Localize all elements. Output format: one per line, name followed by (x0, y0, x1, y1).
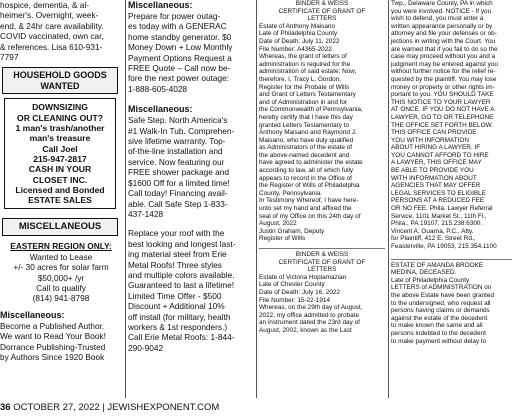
generac-ad (128, 11, 254, 94)
text-line: 1 man's trash/another (15, 123, 105, 134)
text-line: Licensed and Bonded (15, 184, 105, 195)
page-footer (0, 402, 512, 414)
published-author-ad (0, 321, 122, 363)
text-line: CASH IN YOUR (28, 164, 92, 175)
column-divider (125, 0, 126, 398)
text-line: Call Joel (42, 143, 78, 154)
notice-title (259, 251, 385, 274)
text-line: DOWNSIZING (32, 102, 88, 113)
text-line: August, 2002, known as the Last (259, 326, 352, 334)
text-line: end, & 24hr care availability. (0, 20, 104, 31)
eastern-region-title (0, 241, 122, 251)
text-line: persons indebted to the decedent (391, 329, 486, 337)
text-line: portant to you. YOU SHOULD TAKE (391, 91, 494, 99)
text-line: an instrument dated the 23rd day of (259, 319, 360, 327)
text-line: sive lifetime warranty. Top- (128, 136, 226, 147)
misc-heading: Miscellaneous: (128, 104, 193, 115)
text-line: Prepare for power outag- (128, 11, 221, 21)
column-4 (391, 0, 512, 345)
text-line: THIS NOTICE TO YOUR LAWYER (391, 98, 491, 106)
text-line: Phila., PA 19107, 215.238.6300. (391, 220, 483, 228)
text-line: home standby generator. $0 (128, 31, 232, 42)
text-line: 1-888-605-4028 (128, 83, 188, 94)
notice-separator (259, 248, 385, 249)
text-line: Wanted to Lease (29, 251, 93, 262)
maisano-estate-notice (259, 23, 385, 243)
text-line: Call today! Financing avail- (128, 188, 228, 199)
text-line: heimer's. Overnight, week- (0, 10, 99, 21)
text-line: LAWYER, GO TO OR TELEPHONE (391, 113, 494, 121)
text-line: Twp., Delaware County, PA in which (391, 0, 493, 7)
text-line: Date of Death: July 16, 2022 (259, 288, 341, 296)
text-line: by Authors Since 1920 Book (0, 352, 105, 363)
text-line: Register for the Probate of Wills (259, 83, 350, 91)
text-line: Payment Options Request a (128, 52, 232, 63)
text-line: 215-947-2817 (33, 153, 87, 164)
text-line: the Commonwealth of Pennsylvania, (259, 106, 363, 114)
text-line: Late of Philadelphia County (391, 276, 470, 284)
text-line: to make known the same and all (391, 322, 483, 330)
notice-title-line: BINDER & WEISS (295, 251, 349, 258)
text-line: seal of my Office on this 24th day of (259, 212, 361, 220)
text-line: hospice, dementia, & al- (0, 0, 90, 10)
notice-title (259, 0, 385, 23)
text-line: unto set my hand and affixed the (259, 205, 352, 213)
text-line: CLOSET INC. (32, 174, 88, 185)
text-line: and of Administration in and for (259, 98, 348, 106)
text-line: Service, 1101 Market St., 11th Fl., (391, 212, 487, 220)
text-line: workers & 1st responders.) (128, 321, 228, 332)
text-line: hereby certify that I have this day (259, 113, 353, 121)
page-number: 36 (0, 402, 11, 413)
text-line: 2022, my office admitted to probate (259, 311, 360, 319)
text-line: Estate of Anthony Maisano (259, 22, 336, 30)
issue-date: OCTOBER 27, 2022 (13, 402, 100, 413)
text-line: have agreed to administer the estate (259, 159, 363, 167)
text-line: quested by the plaintiff. You may lose (391, 75, 497, 83)
text-line: for Plaintiff, 412 E. Street Rd., (391, 235, 476, 243)
text-line: the Register of Wills of Philadelphia (259, 182, 360, 190)
text-line: $1600 Off for a limited time! (128, 177, 230, 188)
household-goods-header: HOUSEHOLD GOODS WANTED (2, 67, 118, 94)
text-line: YOU CANNOT AFFORD TO HIRE (391, 151, 489, 159)
text-line: Call to qualify (36, 283, 86, 294)
text-line: Estate of Victoria Hoplamazian (259, 273, 347, 281)
text-line: THIS OFFICE CAN PROVIDE (391, 129, 477, 137)
notice-title-line: LETTERS (307, 15, 337, 23)
text-line: written appearance personally or by (391, 22, 493, 30)
text-line: the above-named decedent and (259, 151, 350, 159)
text-line: Feasterville, PA 19053, 215.354.1100 (391, 243, 497, 250)
column-divider (388, 0, 389, 398)
text-line: THE OFFICE SET FORTH BELOW. (391, 121, 494, 129)
text-line: attorney and file your defenses or ob- (391, 30, 497, 38)
text-line: are warned that if you fail to do so the (391, 45, 498, 53)
text-line: OR NO FEE. Phila. Lawyer Referral (391, 205, 493, 213)
text-line: Limited Time Offer - $500 (128, 290, 222, 301)
medina-estate-notice (391, 262, 512, 346)
text-line: as Administrators of the estate of (259, 144, 353, 152)
misc-heading: Miscellaneous: (128, 0, 193, 10)
text-line: AT ONCE. IF YOU DO NOT HAVE A (391, 106, 495, 114)
text-line: County, Pennsylvania. (259, 189, 323, 197)
column-3 (259, 0, 385, 335)
text-line: FREE shower package and (128, 167, 230, 178)
text-line: administration of said estate: Now, (259, 68, 357, 76)
text-line: ing material steel from Erie (128, 249, 227, 260)
text-line: without further notice for the relief re- (391, 68, 496, 76)
text-line: able. Call Safe Step 1-833- (128, 198, 228, 209)
text-line: Metal Roofs! Three styles (128, 259, 222, 270)
text-line: best looking and longest last- (128, 238, 236, 249)
misc-heading: Miscellaneous: (0, 309, 65, 320)
text-line: es today with a GENERAC (128, 21, 227, 32)
text-line: A LAWYER, THIS OFFICE MAY (391, 159, 482, 167)
text-line: +/- 30 acres for solar farm (13, 262, 109, 273)
text-line: Safe Step. North America's (128, 115, 228, 126)
text-line: Late of Philadelphia County (259, 30, 338, 38)
text-line: Guaranteed to last a lifetime! (128, 280, 235, 291)
text-line: jections in writing with the Court. You (391, 37, 496, 45)
text-line: off install (for military, health (128, 311, 231, 322)
text-line: Whereas, the grant of letters of (259, 53, 347, 61)
column-divider (256, 0, 257, 398)
text-line: according to law, all of which fully (259, 167, 354, 175)
text-line: and Grant of Letters Testamentary (259, 91, 356, 99)
column-2 (128, 0, 254, 353)
notice-title-line: CERTIFICATE OF GRANT OF (278, 258, 366, 266)
text-line: #1 Walk-In Tub. Comprehen- (128, 125, 235, 136)
text-line: 437-1428 (128, 208, 164, 219)
text-line: to make payment without delay to (391, 337, 487, 345)
text-line: We want to Read Your Book! (0, 331, 106, 342)
text-line: therefore, I, Tracy L. Gordon, (259, 75, 342, 83)
text-line: $50,000+ /yr (37, 272, 85, 283)
text-line: Money Down + Low Monthly (128, 42, 233, 53)
column-1 (0, 0, 122, 362)
text-line: money or property or other rights im- (391, 83, 495, 91)
text-line: and multiple colors available. (128, 269, 235, 280)
hoplamazian-estate-notice (259, 274, 385, 335)
text-line: Call Erie Metal Roofs: 1-844- (128, 332, 235, 343)
text-line: appears to record in the Office of (259, 174, 352, 182)
text-line: the above Estate have been granted (391, 291, 495, 299)
text-line: 7797 (0, 52, 19, 63)
hospice-ad-text (0, 0, 122, 62)
text-line: Vincent A. Guarna, P.C., Atty. (391, 227, 474, 235)
notice-title-line: LETTERS (307, 266, 337, 274)
text-line: Replace your roof with the (128, 228, 225, 239)
text-line: to the undersigned, who request all (391, 299, 491, 307)
text-line: PERSONS AT A REDUCED FEE (391, 197, 485, 205)
text-line: Justin Graham, Deputy (259, 227, 325, 235)
text-line: (814) 941-8798 (32, 293, 90, 304)
text-line: ABOUT HIRING A LAWYER. IF (391, 144, 481, 152)
safe-step-ad (128, 115, 254, 219)
text-line: WITH INFORMATION ABOUT (391, 174, 477, 182)
text-line: man's treasure (29, 133, 91, 144)
text-line: against the estate of the decedent (391, 314, 488, 322)
text-line: Dorrance Publishing-Trusted (0, 341, 106, 352)
eastern-region-ad (0, 252, 122, 304)
text-line: In Testimony Whereof, I have here- (259, 197, 359, 205)
text-line: Whereas, on the 29th day of August, (259, 304, 363, 312)
notice-title-line: CERTIFICATE OF GRANT OF (278, 7, 366, 15)
text-line: wish to defend, you must enter a (391, 15, 484, 23)
text-line: of-the-line installation and (128, 146, 223, 157)
text-line: BE ABLE TO PROVIDE YOU (391, 167, 474, 175)
text-line: & references. Lisa 610-931- (0, 41, 103, 52)
text-line: OR CLEANING OUT? (17, 112, 103, 123)
text-line: service. Now featuring our (128, 156, 225, 167)
legal-notice (391, 0, 512, 251)
text-line: Register of Wills (259, 235, 306, 243)
text-line: Maisano, who have duly qualified (259, 136, 354, 144)
text-line: Late of Chester County (259, 281, 325, 289)
text-line: Date of Death: July 11, 2022 (259, 37, 340, 45)
text-line: MEDINA, DECEASED. (391, 269, 457, 277)
eastern-region-label: EASTERN REGION ONLY: (10, 241, 112, 252)
text-line: 290-9042 (128, 342, 164, 353)
text-line: granted Letters Testamentary to (259, 121, 350, 129)
text-line: AGENCIES THAT MAY OFFER (391, 182, 481, 190)
text-line: File Number: 15-22-1914 (259, 296, 331, 304)
text-line: ESTATE OF AMANDA BROOKE (391, 261, 484, 269)
text-line: File Number: A4365-2022 (259, 45, 332, 53)
text-line: you were involved. NOTICE - If you (391, 7, 492, 15)
text-line: FREE Quote – Call now be- (128, 63, 231, 74)
text-line: Become a Published Author. (0, 320, 105, 331)
downsizing-ad (4, 98, 116, 209)
text-line: COVID vaccinated, own car, (0, 31, 104, 42)
notice-title-line: BINDER & WEISS (295, 0, 349, 7)
erie-metal-roofs-ad (128, 228, 254, 353)
text-line: Anthony Maisano and Raymond J. (259, 129, 357, 137)
footer-divider: | (102, 402, 105, 413)
text-line: YOU WITH INFORMATION (391, 136, 469, 144)
text-line: LEGAL SERVICES TO ELIGIBLE (391, 189, 486, 197)
text-line: Discount + Additional 10% (128, 301, 225, 312)
text-line: fore the next power outage: (128, 73, 230, 84)
text-line: ESTATE SALES (28, 195, 92, 206)
text-line: case may proceed without you and a (391, 53, 496, 61)
text-line: LETTERS of ADMINISTRATION on (391, 284, 492, 292)
website: JEWISHEXPONENT.COM (107, 402, 220, 413)
text-line: administration is required for the (259, 60, 351, 68)
text-line: persons having claims or demands (391, 307, 490, 315)
miscellaneous-header: MISCELLANEOUS (2, 218, 118, 236)
text-line: judgment may be entered against you (391, 60, 498, 68)
text-line: August, 2022 (259, 220, 297, 228)
notice-separator (391, 259, 512, 260)
